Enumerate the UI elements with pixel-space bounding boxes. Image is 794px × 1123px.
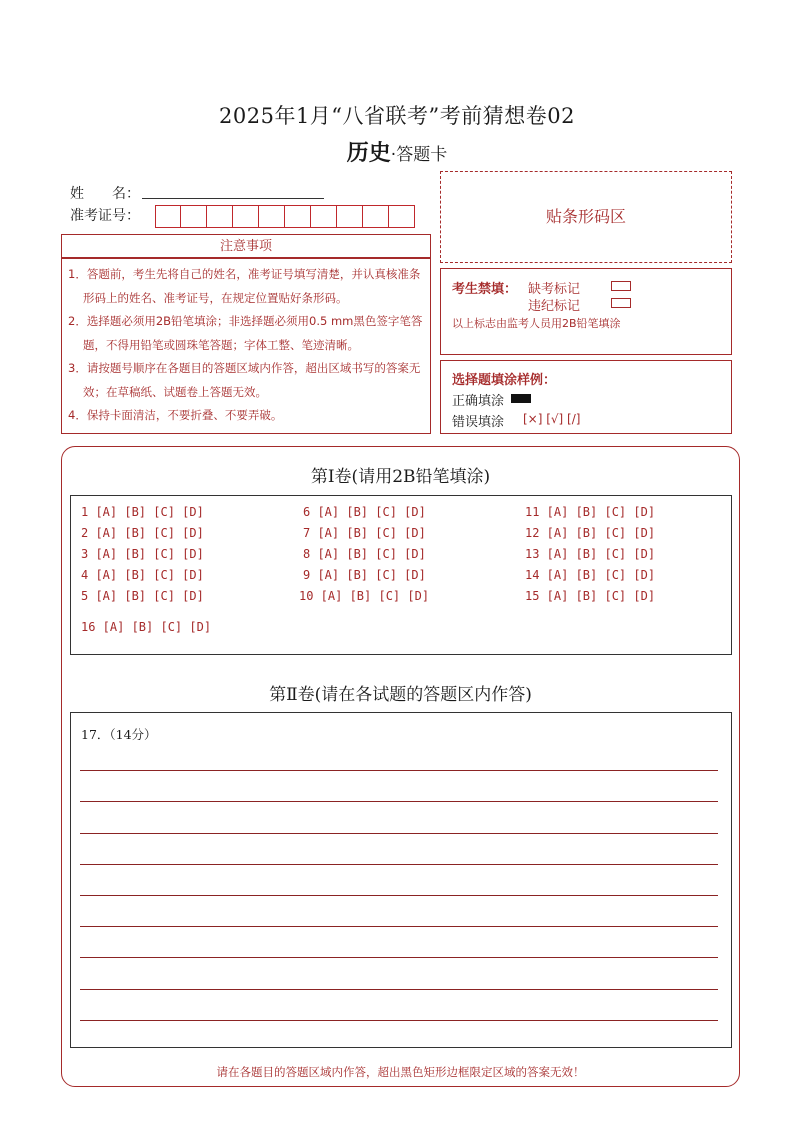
question-17-label: 17．（14分） bbox=[81, 727, 157, 742]
mcq-question[interactable]: 4 [A] [B] [C] [D] bbox=[81, 568, 204, 582]
page-subtitle bbox=[0, 136, 794, 167]
absent-mark-box[interactable] bbox=[611, 281, 631, 291]
mcq-question[interactable]: 5 [A] [B] [C] [D] bbox=[81, 589, 204, 603]
wrong-fill-label: 错误填涂 bbox=[452, 415, 505, 430]
mcq-question[interactable]: 12 [A] [B] [C] [D] bbox=[525, 526, 656, 540]
answer-line bbox=[80, 989, 718, 990]
mcq-question[interactable]: 10 [A] [B] [C] [D] bbox=[299, 589, 430, 603]
footer-warning: 请在各题目的答题区域内作答，超出黑色矩形边框限定区域的答案无效！ bbox=[216, 1065, 585, 1079]
answer-line bbox=[80, 801, 718, 802]
id-digit-box[interactable] bbox=[311, 205, 337, 228]
answer-line bbox=[80, 864, 718, 865]
question-17-box[interactable] bbox=[70, 712, 732, 1048]
answer-line bbox=[80, 895, 718, 896]
mcq-question[interactable]: 13 [A] [B] [C] [D] bbox=[525, 547, 656, 561]
absent-label: 缺考标记 bbox=[528, 282, 581, 297]
mcq-question[interactable]: 14 [A] [B] [C] [D] bbox=[525, 568, 656, 582]
violation-mark-box[interactable] bbox=[611, 298, 631, 308]
exam-id-label: 准考证号： bbox=[70, 208, 140, 224]
notice-heading: 注意事项 bbox=[61, 234, 431, 258]
id-digit-box[interactable] bbox=[285, 205, 311, 228]
subject-label: 历史 bbox=[346, 141, 391, 166]
section-1-title: 第Ⅰ卷(请用2B铅笔填涂) bbox=[310, 467, 491, 487]
subtitle-separator: · bbox=[390, 145, 397, 165]
forbid-note: 以上标志由监考人员用2B铅笔填涂 bbox=[452, 317, 621, 330]
section-2-title: 第Ⅱ卷(请在各试题的答题区内作答) bbox=[269, 685, 532, 705]
id-digit-box[interactable] bbox=[181, 205, 207, 228]
sample-title: 选择题填涂样例： bbox=[452, 373, 557, 388]
mcq-question[interactable]: 6 [A] [B] [C] [D] bbox=[303, 505, 426, 519]
fill-sample-box bbox=[440, 360, 732, 434]
mcq-question[interactable]: 16 [A] [B] [C] [D] bbox=[81, 620, 212, 634]
forbid-label: 考生禁填： bbox=[452, 282, 518, 297]
id-digit-box[interactable] bbox=[389, 205, 415, 228]
exam-id-boxes[interactable] bbox=[155, 205, 415, 228]
notice-item: 2．选择题必须用2B铅笔填涂；非选择题必须用0.5 mm黑色签字笔答题，不得用铅笔或圆珠笔答题；字体工整、笔迹清晰。 bbox=[68, 314, 423, 352]
id-digit-box[interactable] bbox=[207, 205, 233, 228]
id-digit-box[interactable] bbox=[337, 205, 363, 228]
id-digit-box[interactable] bbox=[233, 205, 259, 228]
name-field[interactable] bbox=[142, 198, 324, 199]
correct-fill-label: 正确填涂 bbox=[452, 394, 505, 409]
mcq-question[interactable]: 2 [A] [B] [C] [D] bbox=[81, 526, 204, 540]
mcq-question[interactable]: 8 [A] [B] [C] [D] bbox=[303, 547, 426, 561]
notice-box bbox=[61, 258, 431, 434]
examiner-marks-box bbox=[440, 268, 732, 355]
barcode-area: 贴条形码区 bbox=[440, 171, 732, 263]
wrong-fill-marks: [×] [√] [/] bbox=[523, 412, 581, 426]
answer-line bbox=[80, 957, 718, 958]
page-title: 2025年1月“八省联考”考前猜想卷02 bbox=[219, 104, 575, 128]
answer-line bbox=[80, 770, 718, 771]
mcq-question[interactable]: 11 [A] [B] [C] [D] bbox=[525, 505, 656, 519]
mcq-question[interactable]: 15 [A] [B] [C] [D] bbox=[525, 589, 656, 603]
notice-item: 4．保持卡面清洁，不要折叠、不要弄破。 bbox=[68, 408, 283, 422]
mcq-box bbox=[70, 495, 732, 655]
correct-fill-mark bbox=[511, 394, 531, 403]
mcq-question[interactable]: 1 [A] [B] [C] [D] bbox=[81, 505, 204, 519]
violation-label: 违纪标记 bbox=[528, 299, 581, 314]
answer-line bbox=[80, 833, 718, 834]
mcq-question[interactable]: 7 [A] [B] [C] [D] bbox=[303, 526, 426, 540]
mcq-question[interactable]: 3 [A] [B] [C] [D] bbox=[81, 547, 204, 561]
notice-item: 3．请按题号顺序在各题目的答题区域内作答，超出区域书写的答案无效；在草稿纸、试题卷上答题无效。 bbox=[68, 361, 421, 399]
id-digit-box[interactable] bbox=[155, 205, 181, 228]
notice-item: 1．答题前，考生先将自己的姓名，准考证号填写清楚，并认真核准条形码上的姓名、准考证号，在规定位置贴好条形码。 bbox=[68, 267, 421, 305]
answer-line bbox=[80, 1020, 718, 1021]
mcq-question[interactable]: 9 [A] [B] [C] [D] bbox=[303, 568, 426, 582]
id-digit-box[interactable] bbox=[363, 205, 389, 228]
id-digit-box[interactable] bbox=[259, 205, 285, 228]
answer-card-label: 答题卡 bbox=[396, 145, 448, 165]
answer-line bbox=[80, 926, 718, 927]
name-label: 姓 名： bbox=[70, 186, 140, 202]
